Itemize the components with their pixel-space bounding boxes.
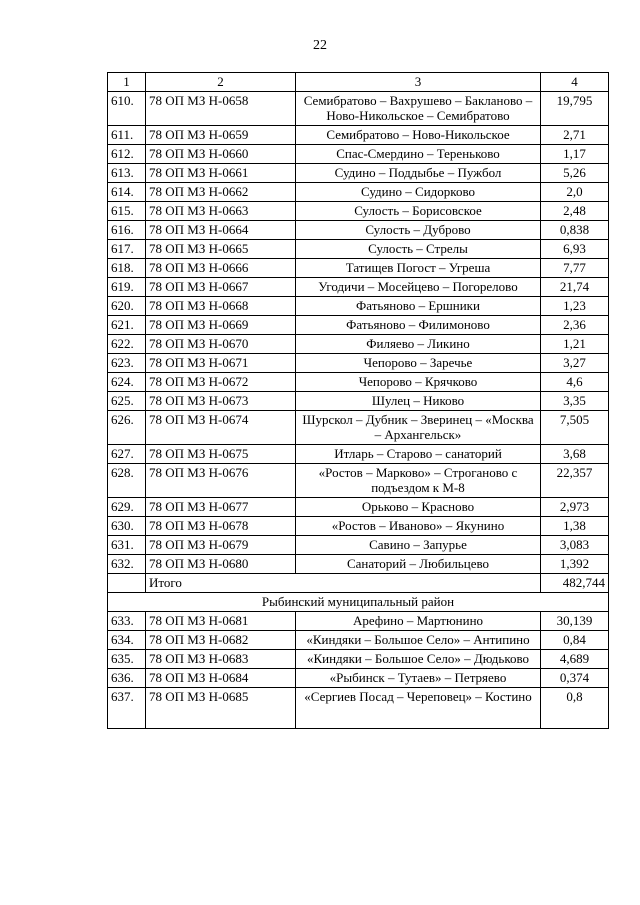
table-cell: 615.: [108, 202, 146, 221]
table-cell: 1,21: [541, 335, 609, 354]
table-cell: 622.: [108, 335, 146, 354]
table-cell: «Киндяки – Большое Село» – Дюдьково: [296, 650, 541, 669]
table-cell: 5,26: [541, 164, 609, 183]
table-cell: 78 ОП МЗ Н-0684: [146, 669, 296, 688]
table-row: [108, 445, 609, 464]
table-cell: 78 ОП МЗ Н-0666: [146, 259, 296, 278]
table-row: [108, 240, 609, 259]
table-cell: «Ростов – Иваново» – Якунино: [296, 517, 541, 536]
table-cell: 22,357: [541, 464, 609, 498]
table-cell: 632.: [108, 555, 146, 574]
table-cell: 78 ОП МЗ Н-0673: [146, 392, 296, 411]
table-cell: «Киндяки – Большое Село» – Антипино: [296, 631, 541, 650]
table-row: [108, 392, 609, 411]
table-row: [108, 464, 609, 498]
table-cell: 78 ОП МЗ Н-0664: [146, 221, 296, 240]
table-cell: 78 ОП МЗ Н-0677: [146, 498, 296, 517]
table-row: [108, 354, 609, 373]
table-row: [108, 650, 609, 669]
table-cell: 78 ОП МЗ Н-0675: [146, 445, 296, 464]
table-cell: 78 ОП МЗ Н-0681: [146, 612, 296, 631]
table-cell: Спас-Смердино – Тереньково: [296, 145, 541, 164]
table-cell: 78 ОП МЗ Н-0683: [146, 650, 296, 669]
table-row: [108, 612, 609, 631]
table-cell: 7,505: [541, 411, 609, 445]
table-cell: 3,68: [541, 445, 609, 464]
table-row: [108, 278, 609, 297]
table-cell: Угодичи – Мосейцево – Погорелово: [296, 278, 541, 297]
table-cell: 612.: [108, 145, 146, 164]
table-cell: Фатьяново – Ершники: [296, 297, 541, 316]
page-number: 22: [313, 38, 327, 53]
table-cell: Шурскол – Дубник – Зверинец – «Москва – Архангельск»: [296, 411, 541, 445]
table-cell: 616.: [108, 221, 146, 240]
table-cell: 637.: [108, 688, 146, 729]
table-row: [108, 669, 609, 688]
table-row: [108, 202, 609, 221]
table-cell: 78 ОП МЗ Н-0660: [146, 145, 296, 164]
table-header-row: [108, 73, 609, 92]
table-cell: Сулость – Борисовское: [296, 202, 541, 221]
table-cell: 614.: [108, 183, 146, 202]
table-cell: 624.: [108, 373, 146, 392]
total-row: [108, 574, 609, 593]
header-cell: 4: [541, 73, 609, 92]
table-cell: 0,374: [541, 669, 609, 688]
table-cell: Шулец – Никово: [296, 392, 541, 411]
table-cell: 633.: [108, 612, 146, 631]
table-cell: 1,23: [541, 297, 609, 316]
table-row: [108, 411, 609, 445]
table-row: [108, 688, 609, 729]
table-cell: Судино – Поддыбье – Пужбол: [296, 164, 541, 183]
table-cell: Судино – Сидорково: [296, 183, 541, 202]
table-row: [108, 259, 609, 278]
table-cell: 620.: [108, 297, 146, 316]
table-row: [108, 316, 609, 335]
table-cell: Татищев Погост – Угреша: [296, 259, 541, 278]
table-row: [108, 536, 609, 555]
table-cell: 78 ОП МЗ Н-0659: [146, 126, 296, 145]
table-cell: 3,35: [541, 392, 609, 411]
table-cell: 613.: [108, 164, 146, 183]
table-row: [108, 555, 609, 574]
total-label: Итого: [146, 574, 541, 593]
table-cell: 30,139: [541, 612, 609, 631]
table-cell: 626.: [108, 411, 146, 445]
table-cell: Фатьяново – Филимоново: [296, 316, 541, 335]
table-cell: 1,17: [541, 145, 609, 164]
table-cell: «Ростов – Марково» – Строганово с подъездом к М-8: [296, 464, 541, 498]
table-cell: 78 ОП МЗ Н-0665: [146, 240, 296, 259]
table-row: [108, 183, 609, 202]
total-value: 482,744: [541, 574, 609, 593]
table-cell: 1,38: [541, 517, 609, 536]
section-title: Рыбинский муниципальный район: [108, 593, 609, 612]
table-cell: Савино – Запурье: [296, 536, 541, 555]
table-cell: 618.: [108, 259, 146, 278]
table-cell: 78 ОП МЗ Н-0672: [146, 373, 296, 392]
table-cell: 625.: [108, 392, 146, 411]
table-cell: 78 ОП МЗ Н-0671: [146, 354, 296, 373]
table-cell: «Сергиев Посад – Череповец» – Костино: [296, 688, 541, 729]
table-cell: 78 ОП МЗ Н-0663: [146, 202, 296, 221]
roads-table: [107, 72, 609, 729]
table-cell: 611.: [108, 126, 146, 145]
table-cell: 4,6: [541, 373, 609, 392]
table-cell: 6,93: [541, 240, 609, 259]
table-cell: 2,973: [541, 498, 609, 517]
table-cell: 78 ОП МЗ Н-0658: [146, 92, 296, 126]
table-cell: 627.: [108, 445, 146, 464]
table-cell: Чепорово – Заречье: [296, 354, 541, 373]
table-cell: 628.: [108, 464, 146, 498]
table-cell: 7,77: [541, 259, 609, 278]
table-cell: 78 ОП МЗ Н-0676: [146, 464, 296, 498]
table-cell: 78 ОП МЗ Н-0674: [146, 411, 296, 445]
table-cell: 78 ОП МЗ Н-0669: [146, 316, 296, 335]
table-cell: 631.: [108, 536, 146, 555]
table-row: [108, 335, 609, 354]
header-cell: 2: [146, 73, 296, 92]
roads-table-body: [108, 73, 609, 729]
table-cell: 635.: [108, 650, 146, 669]
table-cell: 2,71: [541, 126, 609, 145]
table-cell: Филяево – Ликино: [296, 335, 541, 354]
table-cell: 2,0: [541, 183, 609, 202]
table-cell: Сулость – Стрелы: [296, 240, 541, 259]
section-row: [108, 593, 609, 612]
table-cell: 0,8: [541, 688, 609, 729]
table-cell: 2,36: [541, 316, 609, 335]
table-cell: «Рыбинск – Тутаев» – Петряево: [296, 669, 541, 688]
table-cell: 78 ОП МЗ Н-0670: [146, 335, 296, 354]
table-cell: 3,083: [541, 536, 609, 555]
table-cell: Орьково – Красново: [296, 498, 541, 517]
table-cell: Санаторий – Любильцево: [296, 555, 541, 574]
table-cell: 21,74: [541, 278, 609, 297]
table-cell: 621.: [108, 316, 146, 335]
table-row: [108, 92, 609, 126]
table-cell: 19,795: [541, 92, 609, 126]
table-row: [108, 221, 609, 240]
table-row: [108, 517, 609, 536]
table-cell: Семибратово – Вахрушево – Бакланово – Ново-Никольское – Семибратово: [296, 92, 541, 126]
table-cell: 610.: [108, 92, 146, 126]
table-cell: 0,84: [541, 631, 609, 650]
table-cell: 619.: [108, 278, 146, 297]
table-cell: Сулость – Дуброво: [296, 221, 541, 240]
table-row: [108, 373, 609, 392]
table-cell: Итларь – Старово – санаторий: [296, 445, 541, 464]
table-cell: 3,27: [541, 354, 609, 373]
table-row: [108, 631, 609, 650]
table-cell: Чепорово – Крячково: [296, 373, 541, 392]
table-cell: 636.: [108, 669, 146, 688]
table-cell: 4,689: [541, 650, 609, 669]
table-cell: [108, 574, 146, 593]
table-cell: 630.: [108, 517, 146, 536]
table-cell: 78 ОП МЗ Н-0668: [146, 297, 296, 316]
table-cell: 78 ОП МЗ Н-0678: [146, 517, 296, 536]
table-cell: 78 ОП МЗ Н-0661: [146, 164, 296, 183]
table-cell: 2,48: [541, 202, 609, 221]
table-row: [108, 145, 609, 164]
table-row: [108, 498, 609, 517]
table-row: [108, 164, 609, 183]
table-row: [108, 297, 609, 316]
table-cell: 78 ОП МЗ Н-0680: [146, 555, 296, 574]
table-cell: 0,838: [541, 221, 609, 240]
table-cell: Арефино – Мартюнино: [296, 612, 541, 631]
table-cell: 629.: [108, 498, 146, 517]
table-cell: 78 ОП МЗ Н-0679: [146, 536, 296, 555]
header-cell: 1: [108, 73, 146, 92]
table-cell: 78 ОП МЗ Н-0685: [146, 688, 296, 729]
table-cell: 617.: [108, 240, 146, 259]
table-cell: 623.: [108, 354, 146, 373]
table-cell: 634.: [108, 631, 146, 650]
table-cell: 1,392: [541, 555, 609, 574]
table-cell: 78 ОП МЗ Н-0662: [146, 183, 296, 202]
table-cell: 78 ОП МЗ Н-0667: [146, 278, 296, 297]
table-cell: Семибратово – Ново-Никольское: [296, 126, 541, 145]
table-row: [108, 126, 609, 145]
header-cell: 3: [296, 73, 541, 92]
table-cell: 78 ОП МЗ Н-0682: [146, 631, 296, 650]
